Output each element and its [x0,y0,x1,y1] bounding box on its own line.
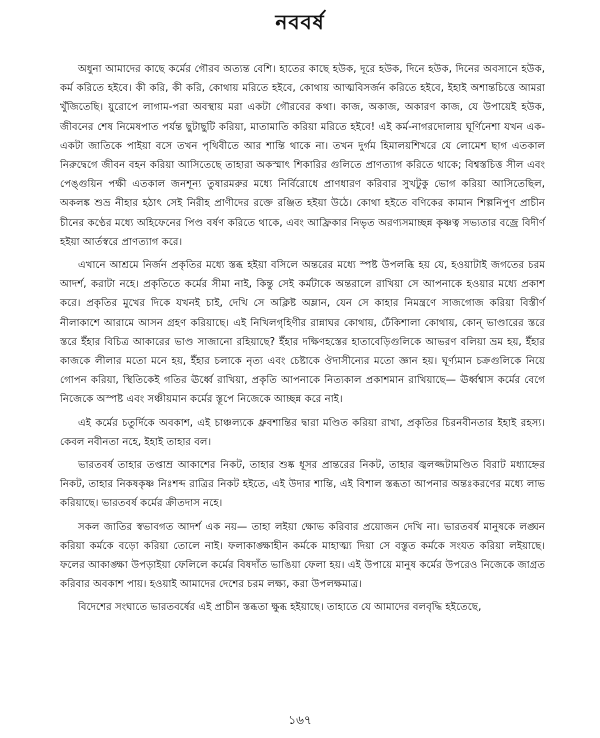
paragraph: এখানে আশ্রমে নির্জন প্রকৃতির মধ্যে স্তব্ধ হইয়া বসিলে অন্তরের মধ্যে স্পষ্ট উপলব্ধি হয় যে, হওয়াটাই জগতের চরম আদর্শ, করাটা নহে। প্রকৃতিতে কর্মের সীমা নাই, কিন্তু সেই কর্মটাকে অন্তরালে রাখিয়া সে আপনাকে হওয়ার মধ্যে প্রকাশ করে। প্রকৃতির মুখের দিকে যখনই চাই, দেখি সে অক্লিষ্ট অম্লান, যেন সে কাহার নিমন্ত্রণে সাজগোজ করিয়া বিস্তীর্ণ নীলাকাশে আরামে আসন গ্রহণ করিয়াছে। এই নিখিলগৃহিণীর রান্নাঘর কোথায়, ঢেঁকিশালা কোথায়, কোন্ ভাণ্ডারের স্তরে স্তরে ইঁহার বিচিত্র আকারের ভাণ্ড সাজানো রহিয়াছে? ইঁহার দক্ষিণহস্তের হাতাবেড়িগুলিকে আভরণ বলিয়া ভ্রম হয়, ইঁহার কাজকে লীলার মতো মনে হয়, ইঁহার চলাকে নৃত্য এবং চেষ্টাকে ঔদাসীন্যের মতো জ্ঞান হয়। ঘূর্ণ্যমান চক্রগুলিকে নিয়ে গোপন করিয়া, স্থিতিকেই গতির ঊর্ধ্বে রাখিয়া, প্রকৃতি আপনাকে নিত্যকাল প্রকাশমান রাখিয়াছে— ঊর্ধ্বশ্বাস কর্মের বেগে নিজেকে অস্পষ্ট এবং সঞ্চীয়মান কর্মের স্তূপে নিজেকে আচ্ছন্ন করে নাই। [60,260,545,406]
paragraph: অধুনা আমাদের কাছে কর্মের গৌরব অত্যন্ত বেশি। হাতের কাছে হউক, দূরে হউক, দিনে হউক, দিনের অবসানে হউক, কর্ম করিতে হইবে। কী করি, কী করি, কোথায় মরিতে হইবে, কোথায় আত্মবিসর্জন করিতে হইবে, ইহাই অশান্তচিত্তে আমরা খুঁজিতেছি। য়ুরোপে লাগাম-পরা অবস্থায় মরা একটা গৌরবের কথা। কাজ, অকাজ, অকারণ কাজ, যে উপায়েই হউক, জীবনের শেষ নিমেষপাত পর্যন্ত ছুটাছুটি করিয়া, মাতামাতি করিয়া মরিতে হইবে! এই কর্ম-নাগরদোলায় ঘূর্ণিনেশা যখন এক-একটা জাতিকে পাইয়া বসে তখন পৃথিবীতে আর শান্তি থাকে না। তখন দুর্গম হিমালয়শিখরে যে লোমেশ ছাগ এতকাল নিরুদ্বেগে জীবন বহন করিয়া আসিতেছে তাহারা অকস্মাৎ শিকারির গুলিতে প্রাণত্যাগ করিতে থাকে; বিশ্বস্তচিত্ত সীল এবং পেঙ্গুয়িন পক্ষী এতকাল জনশূন্য তুষারমরুর মধ্যে নির্বিরোধে প্রাণধারণ করিবার সুখটুকু ভোগ করিয়া আসিতেছিল, অকলঙ্ক শুভ্র নীহার হঠাৎ সেই নিরীহ প্রাণীদের রক্তে রঞ্জিত হইয়া উঠে। কোথা হইতে বণিকের কামান শিল্পনিপুণ প্রাচীন চীনের কণ্ঠের মধ্যে অহিফেনের পিণ্ড বর্ষণ করিতে থাকে, এবং আফ্রিকার নিভৃত অরণ্যসমাচ্ছন্ন কৃষ্ণত্ব সভ্যতার বজ্রে বিদীর্ণ হইয়া আর্তস্বরে প্রাণত্যাগ করে। [60,64,545,248]
paragraph: সকল জাতির স্বভাবগত আদর্শ এক নয়— তাহা লইয়া ক্ষোভ করিবার প্রয়োজন দেখি না। ভারতবর্ষ মানুষকে লঙ্ঘন করিয়া কর্মকে বড়ো করিয়া তোলে নাই। ফলাকাঙ্ক্ষাহীন কর্মকে মাহাত্ম্য দিয়া সে বস্তুত কর্মকে সংযত করিয়া লইয়াছে। ফলের আকাঙ্ক্ষা উপড়াইয়া ফেলিলে কর্মের বিষদাঁত ভাঙিয়া ফেলা হয়। এই উপায়ে মানুষ কর্মের উপরেও নিজেকে জাগ্রত করিবার অবকাশ পায়। হওয়াই আমাদের দেশের চরম লক্ষ্য, করা উপলক্ষমাত্র। [60,521,545,591]
page-number: ১৬৭ [288,713,312,727]
paragraph: ভারতবর্ষ তাহার তপ্তাম্র আকাশের নিকট, তাহার শুষ্ক ধূসর প্রান্তরের নিকট, তাহার জ্বলজ্জটামণ্ডিত বিরাট মধ্যাহ্নের নিকট, তাহার নিকষকৃষ্ণ নিঃশব্দ রাত্রির নিকট হইতে, এই উদার শান্তি, এই বিশাল স্তব্ধতা আপনার অন্তঃকরণের মধ্যে লাভ করিয়াছে। ভারতবর্ষ কর্মের ক্রীতদাস নহে। [60,460,545,510]
paragraph: এই কর্মের চতুর্দিকে অবকাশ, এই চাঞ্চল্যকে ধ্রুবশান্তির দ্বারা মণ্ডিত করিয়া রাখা, প্রকৃতির চিরনবীনতার ইহাই রহস্য। কেবল নবীনতা নহে, ইহাই তাহার বল। [60,417,545,448]
paragraph: বিদেশের সংঘাতে ভারতবর্ষের এই প্রাচীন স্তব্ধতা ক্ষুব্ধ হইয়াছে। তাহাতে যে আমাদের বলবৃদ্ধি হইতেছে, [78,602,482,614]
essay-body [60,60,545,622]
page-title: নববর্ষ [275,10,325,34]
